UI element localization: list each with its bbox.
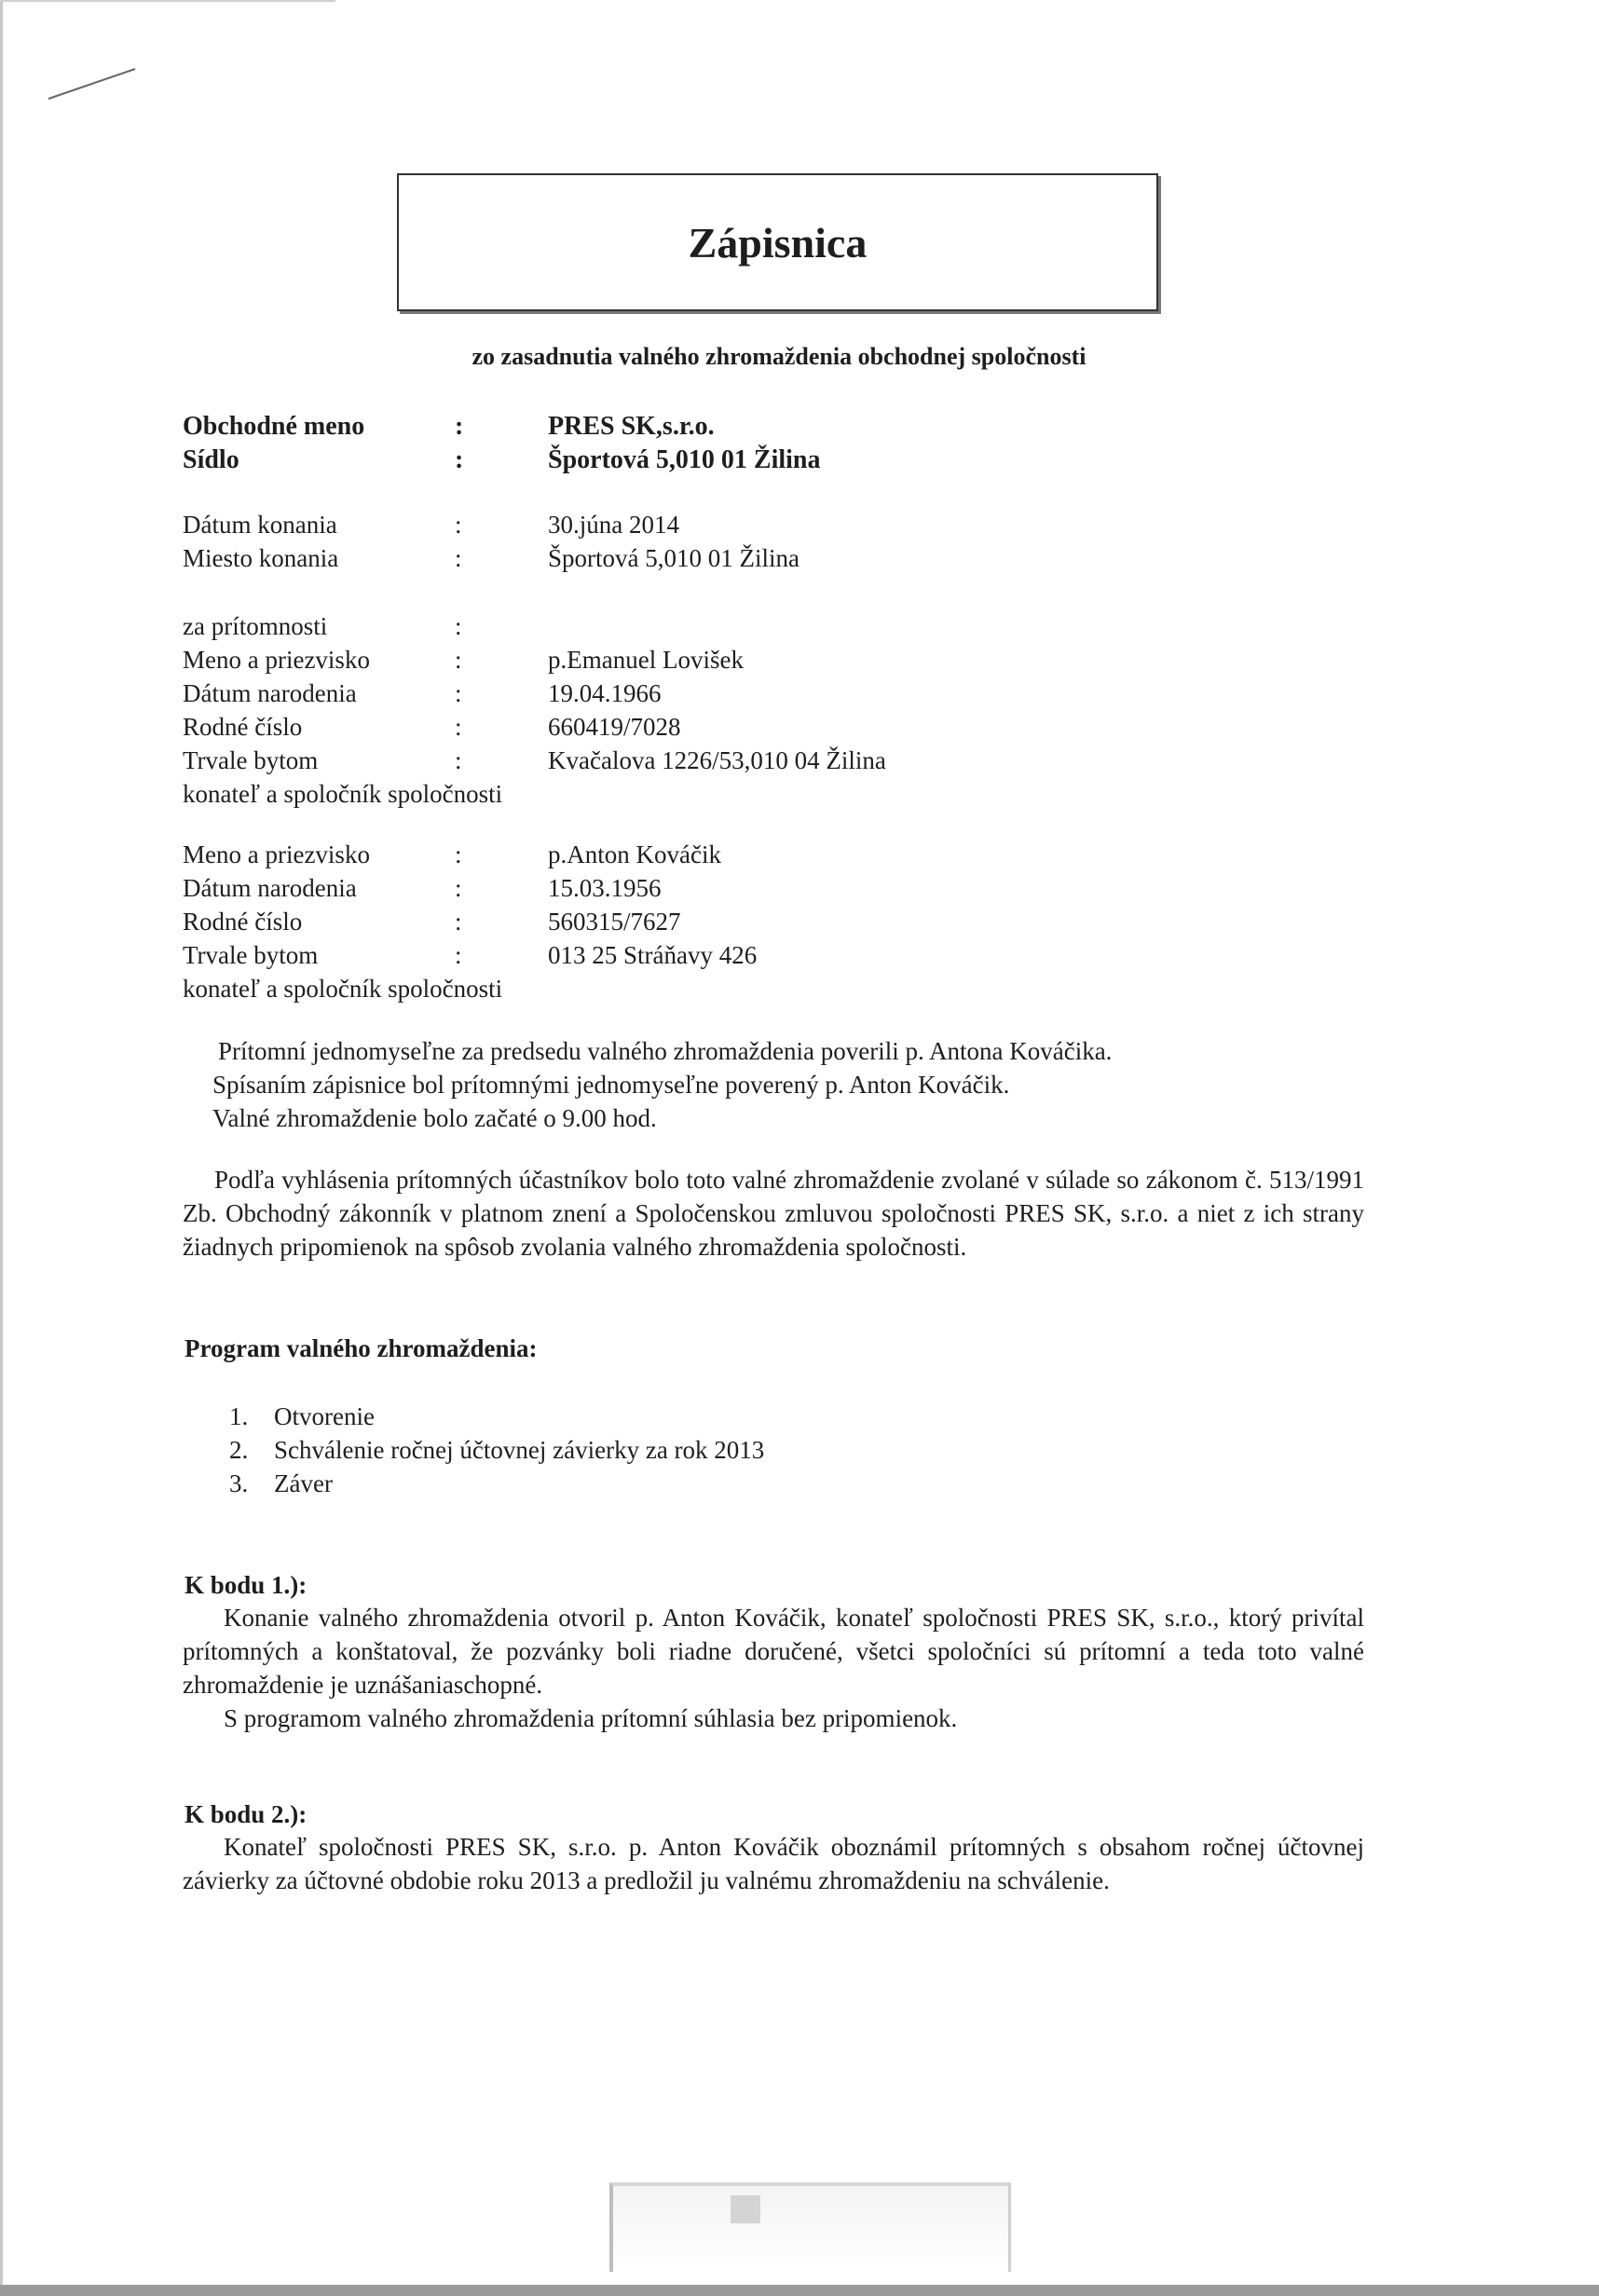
field-label: Rodné číslo <box>183 713 303 741</box>
list-text: Záver <box>274 1469 333 1497</box>
field-label: Trvale bytom <box>183 746 319 774</box>
document-title: Zápisnica <box>688 218 868 266</box>
field-colon: : <box>455 544 462 572</box>
field-colon: : <box>455 511 462 539</box>
title-box <box>397 173 1158 311</box>
chair-paragraph <box>183 1034 1364 1135</box>
field-colon: : <box>455 941 462 969</box>
field-value: 19.04.1966 <box>548 679 662 707</box>
field-colon: : <box>455 840 462 868</box>
document-subtitle: zo zasadnutia valného zhromaždenia obchodnej spoločnosti <box>472 343 1086 370</box>
field-value: Kvačalova 1226/53,010 04 Žilina <box>548 746 886 774</box>
person-role: konateľ a spoločník spoločnosti <box>183 780 503 808</box>
scanner-clip-artifact <box>609 2182 1011 2272</box>
point1-heading: K bodu 1.): <box>184 1571 308 1599</box>
field-value: p.Emanuel Lovišek <box>548 646 744 674</box>
field-colon: : <box>455 874 462 902</box>
field-colon: : <box>455 746 462 774</box>
field-label: Miesto konania <box>183 544 339 572</box>
field-colon: : <box>455 612 462 640</box>
field-value: Športová 5,010 01 Žilina <box>548 544 800 572</box>
field-value: Športová 5,010 01 Žilina <box>548 445 821 474</box>
paragraph-line: Spísaním zápisnice bol prítomnými jednomyseľne poverený p. Anton Kováčik. <box>212 1071 1010 1099</box>
field-value: 15.03.1956 <box>548 874 662 902</box>
field-value: 013 25 Stráňavy 426 <box>548 941 758 969</box>
field-label: Dátum narodenia <box>183 679 357 707</box>
field-label: Rodné číslo <box>183 908 303 936</box>
field-value: 560315/7627 <box>548 908 681 936</box>
field-colon: : <box>455 908 462 936</box>
point2-heading: K bodu 2.): <box>184 1800 308 1828</box>
field-label: Meno a priezvisko <box>183 646 370 674</box>
field-label: Dátum narodenia <box>183 874 357 902</box>
field-value: p.Anton Kováčik <box>548 840 721 868</box>
scan-left-edge <box>0 0 3 2296</box>
list-number: 3. <box>229 1469 249 1497</box>
field-label: Meno a priezvisko <box>183 840 370 868</box>
field-label: Obchodné meno <box>183 412 365 441</box>
program-heading: Program valného zhromaždenia: <box>184 1334 538 1362</box>
clip-mark <box>731 2195 760 2223</box>
list-number: 2. <box>229 1436 249 1464</box>
list-item <box>229 1467 764 1500</box>
scan-bottom-edge <box>0 2285 1599 2296</box>
field-value: 660419/7028 <box>548 713 681 741</box>
point1-text: Konanie valného zhromaždenia otvoril p. Anton Kováčik, konateľ spoločnosti PRES SK, s.r.o., ktorý privítal prítomných a konštatoval, že pozvánky boli riadne doručené, všetci spoločníci sú prítomní a teda toto valné zhromaždenie je uznášaniaschopné. <box>183 1604 1364 1699</box>
field-label: Sídlo <box>183 445 239 474</box>
convocation-paragraph: Podľa vyhlásenia prítomných účastníkov bolo toto valné zhromaždenie zvolané v súlade so zákonom č. 513/1991 Zb. Obchodný zákonník v platnom znení a Spoločenskou zmluvou spoločnosti PRES SK, s.r.o. a niet z ich strany žiadnych pripomienok na spôsob zvolania valného zhromaždenia spoločnosti. <box>183 1166 1364 1261</box>
field-colon: : <box>455 679 462 707</box>
list-item <box>229 1400 764 1433</box>
point1-agreement: S programom valného zhromaždenia prítomní súhlasia bez pripomienok. <box>224 1704 958 1732</box>
list-text: Schválenie ročnej účtovnej závierky za rok 2013 <box>274 1436 765 1464</box>
field-label: Dátum konania <box>183 511 337 539</box>
point2-text: Konateľ spoločnosti PRES SK, s.r.o. p. Anton Kováčik oboznámil prítomných s obsahom ročnej účtovnej závierky za účtovné obdobie roku 2013 a predložil ju valnému zhromaždeniu na schválenie. <box>183 1833 1364 1894</box>
field-colon: : <box>455 713 462 741</box>
field-colon: : <box>455 445 464 474</box>
person-role: konateľ a spoločník spoločnosti <box>183 975 503 1003</box>
field-colon: : <box>455 412 464 441</box>
program-list <box>229 1400 764 1500</box>
paragraph-line: Prítomní jednomyseľne za predsedu valného zhromaždenia poverili p. Antona Kováčika. <box>218 1037 1113 1065</box>
scan-top-edge <box>0 0 335 2</box>
field-value: PRES SK,s.r.o. <box>548 412 715 441</box>
field-value: 30.júna 2014 <box>548 511 679 539</box>
pen-stroke-mark <box>47 65 140 102</box>
field-colon: : <box>455 646 462 674</box>
list-item <box>229 1433 764 1467</box>
field-label: za prítomnosti <box>183 612 328 640</box>
paragraph-line: Valné zhromaždenie bolo začaté o 9.00 hod. <box>212 1104 657 1132</box>
list-number: 1. <box>229 1402 249 1430</box>
list-text: Otvorenie <box>274 1402 375 1430</box>
field-label: Trvale bytom <box>183 941 319 969</box>
